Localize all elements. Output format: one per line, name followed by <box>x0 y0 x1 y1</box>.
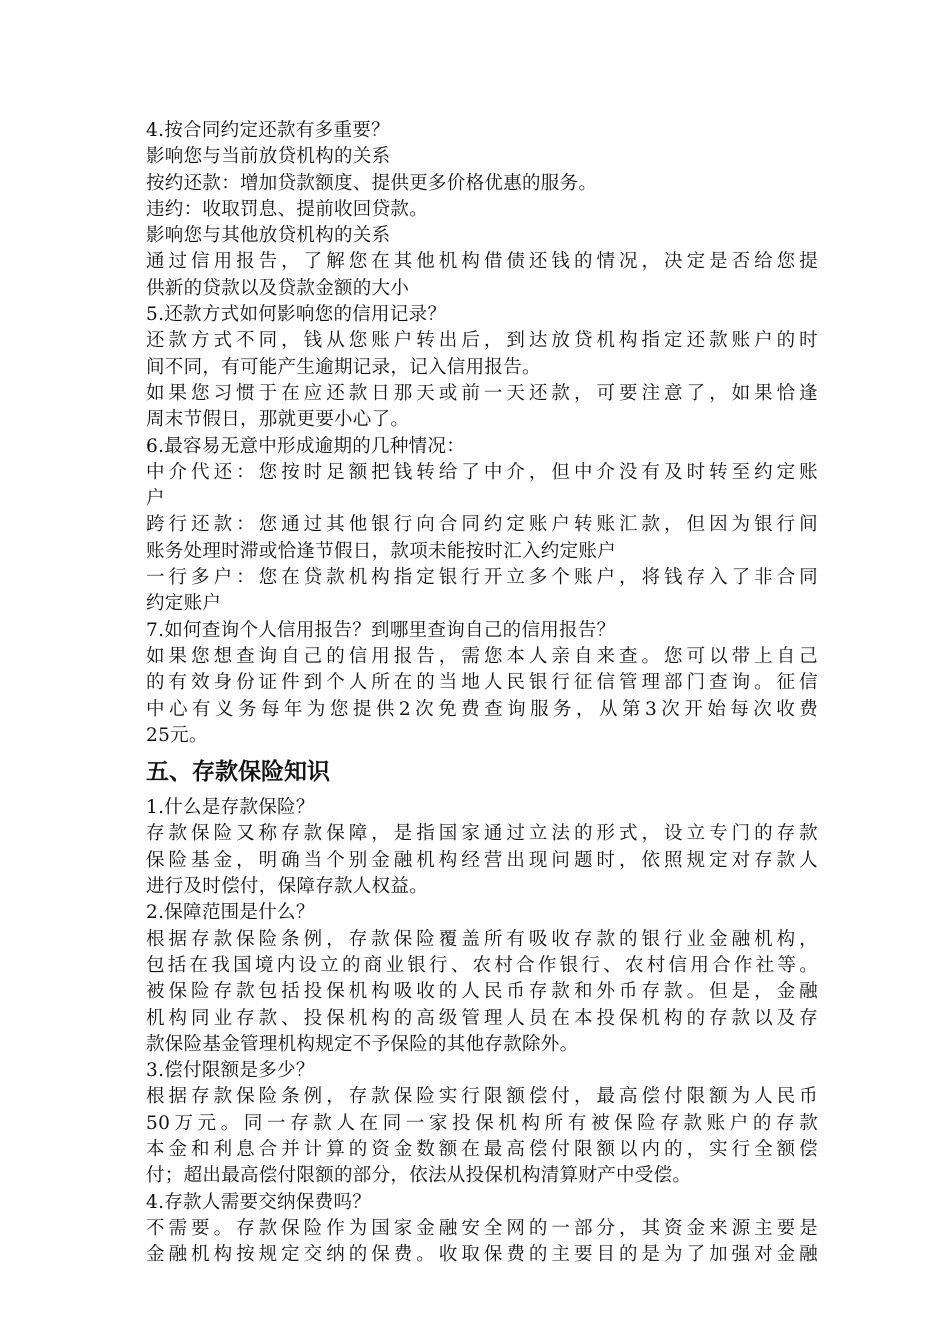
paragraph-line: 中介代还：您按时足额把钱转给了中介，但中介没有及时转至约定账 <box>146 461 818 483</box>
question-heading: 4.存款人需要交纳保费吗？ <box>146 1191 372 1213</box>
paragraph-line: 不需要。存款保险作为国家金融安全网的一部分，其资金来源主要是 <box>146 1217 818 1239</box>
question-heading: 3.偿付限额是多少？ <box>146 1060 315 1082</box>
paragraph-line: 如果您习惯于在应还款日那天或前一天还款，可要注意了，如果恰逢 <box>146 382 818 404</box>
paragraph-line: 包括在我国境内设立的商业银行、农村合作银行、农村信用合作社等。 <box>146 954 818 976</box>
paragraph-line: 被保险存款包括投保机构吸收的人民币存款和外币存款。但是，金融 <box>146 981 818 1003</box>
question-heading: 2.保障范围是什么？ <box>146 902 315 924</box>
paragraph-line: 款保险基金管理机构规定不予保险的其他存款除外。 <box>146 1033 579 1055</box>
paragraph-line: 保险基金，明确当个别金融机构经营出现问题时，依照规定对存款人 <box>146 849 818 871</box>
paragraph-line: 如果您想查询自己的信用报告，需您本人亲自来查。您可以带上自己 <box>146 645 818 667</box>
paragraph-line: 25元。 <box>146 724 208 746</box>
paragraph-line: 一行多户：您在贷款机构指定银行开立多个账户，将钱存入了非合同 <box>146 567 818 589</box>
paragraph-line: 约定账户 <box>146 593 222 615</box>
paragraph-line: 金融机构按规定交纳的保费。收取保费的主要目的是为了加强对金融 <box>146 1244 818 1266</box>
section-4-body <box>146 118 818 749</box>
paragraph-line: 存款保险又称存款保障，是指国家通过立法的形式，设立专门的存款 <box>146 823 818 845</box>
section-5-body <box>146 795 818 1268</box>
subheading: 影响您与当前放贷机构的关系 <box>146 146 391 168</box>
paragraph-line: 供新的贷款以及贷款金额的大小 <box>146 277 410 299</box>
paragraph-line: 还款方式不同，钱从您账户转出后，到达放贷机构指定还款账户的时 <box>146 330 818 352</box>
paragraph-line: 50万元。同一存款人在同一家投保机构所有被保险存款账户的存款 <box>146 1112 818 1134</box>
paragraph-line: 付；超出最高偿付限额的部分，依法从投保机构清算财产中受偿。 <box>146 1165 692 1187</box>
section-heading: 五、存款保险知识 <box>146 759 330 786</box>
paragraph-line: 进行及时偿付，保障存款人权益。 <box>146 876 429 898</box>
document-page <box>146 118 818 1268</box>
question-heading: 6.最容易无意中形成逾期的几种情况： <box>146 435 466 457</box>
paragraph-line: 间不同，有可能产生逾期记录，记入信用报告。 <box>146 356 541 378</box>
question-heading: 5.还款方式如何影响您的信用记录？ <box>146 304 447 326</box>
paragraph-line: 周末节假日，那就更要小心了。 <box>146 409 410 431</box>
paragraph-line: 户 <box>146 488 165 510</box>
question-heading: 1.什么是存款保险？ <box>146 797 315 819</box>
question-heading: 4.按合同约定还款有多重要？ <box>146 120 390 141</box>
paragraph-line: 机构同业存款、投保机构的高级管理人员在本投保机构的存款以及存 <box>146 1007 818 1029</box>
paragraph-line: 通过信用报告，了解您在其他机构借债还钱的情况，决定是否给您提 <box>146 251 818 273</box>
subheading: 影响您与其他放贷机构的关系 <box>146 225 391 247</box>
paragraph-line: 违约：收取罚息、提前收回贷款。 <box>146 198 429 220</box>
paragraph-line: 根据存款保险条例，存款保险覆盖所有吸收存款的银行业金融机构， <box>146 928 818 950</box>
paragraph-line: 本金和利息合并计算的资金数额在最高偿付限额以内的，实行全额偿 <box>146 1138 818 1160</box>
paragraph-line: 按约还款：增加贷款额度、提供更多价格优惠的服务。 <box>146 172 598 194</box>
question-heading: 7.如何查询个人信用报告？到哪里查询自己的信用报告？ <box>146 619 616 641</box>
paragraph-line: 根据存款保险条例，存款保险实行限额偿付，最高偿付限额为人民币 <box>146 1086 818 1108</box>
paragraph-line: 的有效身份证件到个人所在的当地人民银行征信管理部门查询。征信 <box>146 672 818 694</box>
paragraph-line: 跨行还款：您通过其他银行向合同约定账户转账汇款，但因为银行间 <box>146 514 818 536</box>
paragraph-line: 中心有义务每年为您提供2次免费查询服务，从第3次开始每次收费 <box>146 698 818 720</box>
paragraph-line: 账务处理时滞或恰逢节假日，款项未能按时汇入约定账户 <box>146 540 617 562</box>
